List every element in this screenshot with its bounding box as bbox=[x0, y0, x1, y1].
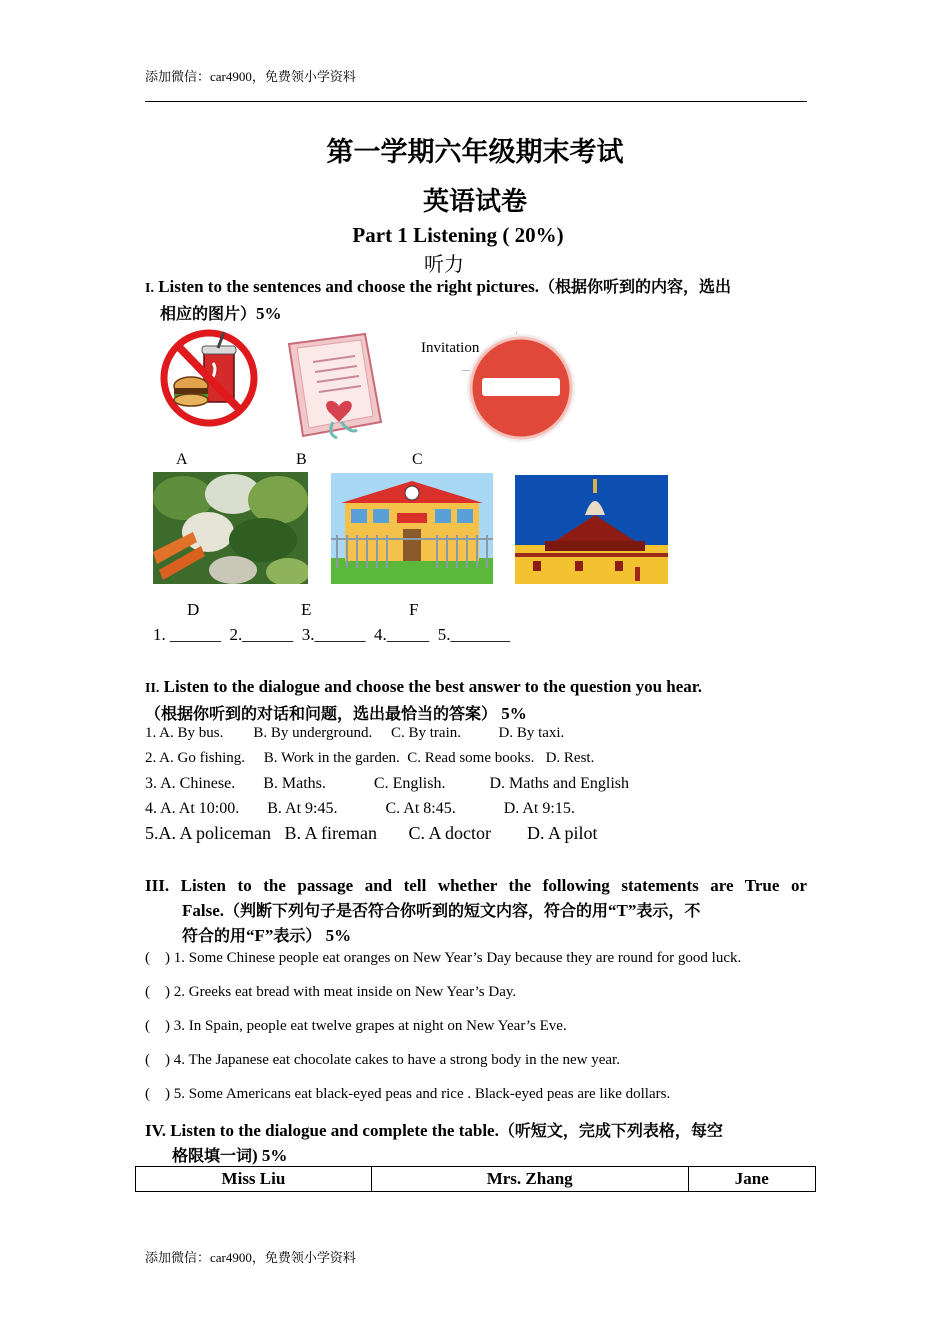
section1-answer-line: 1. ______ 2.______ 3.______ 4._____ 5._______ bbox=[153, 625, 510, 644]
exam-title: 第一学期六年级期末考试 bbox=[326, 137, 624, 168]
no-entry-sign-picture bbox=[462, 332, 580, 444]
section2-question-2: 2. A. Go fishing. B. Work in the garden. C. Read some books. D. Rest. bbox=[145, 750, 595, 766]
section2-question-5: 5.A. A policeman B. A fireman C. A doctor D. A pilot bbox=[145, 823, 598, 843]
section3-statement-3: ( ) 3. In Spain, people eat twelve grapes at night on New Year’s Eve. bbox=[145, 1018, 567, 1034]
section3-heading: III. Listen to the passage and tell whether the following statements are True or False.（判断下列句子是否符合你听到的短文内容，符合的用“T”表示，不 符合的用“F”表示） 5% bbox=[145, 876, 808, 945]
section4-heading: IV. Listen to the dialogue and complete the table.（听短文，完成下列表格，每空 格限填一词) 5% bbox=[145, 1121, 723, 1165]
section3-statement-2: ( ) 2. Greeks eat bread with meat inside on New Year’s Day. bbox=[145, 984, 517, 1000]
label-b: B bbox=[296, 451, 307, 468]
section3-statement-4: ( ) 4. The Japanese eat chocolate cakes to have a strong body in the new year. bbox=[145, 1052, 620, 1068]
header-rule bbox=[145, 101, 807, 102]
table-header-cell: Mrs. Zhang bbox=[371, 1167, 688, 1192]
vegetables-picture bbox=[153, 472, 308, 584]
no-fast-food-picture bbox=[158, 328, 260, 428]
section1-heading: I. Listen to the sentences and choose the right pictures.（根据你听到的内容，选出 相应的图片）5% bbox=[145, 277, 731, 323]
part1-title: Part 1 Listening ( 20%) bbox=[352, 223, 564, 247]
temple-picture bbox=[515, 475, 668, 584]
part1-subtitle: 听力 bbox=[424, 252, 464, 276]
section2-heading: II. Listen to the dialogue and choose the best answer to the question you hear. （根据你听到的对话和问题，选出最恰当的答案） 5% bbox=[145, 677, 703, 723]
exam-subtitle: 英语试卷 bbox=[422, 187, 527, 217]
label-c: C bbox=[412, 451, 423, 468]
section2-question-3: 3. A. Chinese. B. Maths. C. English. D. Maths and English bbox=[145, 775, 629, 792]
label-a: A bbox=[176, 451, 188, 468]
label-d: D bbox=[187, 600, 200, 619]
header-note: 添加微信：car4900，免费领小学资料 bbox=[145, 69, 356, 84]
section3-statement-1: ( ) 1. Some Chinese people eat oranges on New Year’s Day because they are round for good luck. bbox=[145, 950, 742, 966]
school-building-picture bbox=[331, 473, 493, 584]
section3-statement-5: ( ) 5. Some Americans eat black-eyed peas and rice . Black-eyed peas are like dollars. bbox=[145, 1086, 671, 1102]
table-header-cell: Jane bbox=[688, 1167, 815, 1192]
invitation-label: Invitation bbox=[421, 340, 480, 356]
table-header-row bbox=[136, 1167, 816, 1192]
section2-question-4: 4. A. At 10:00. B. At 9:45. C. At 8:45. D. At 9:15. bbox=[145, 800, 575, 817]
section2-question-1: 1. A. By bus. B. By underground. C. By train. D. By taxi. bbox=[145, 725, 565, 741]
invitation-card-picture bbox=[277, 330, 387, 442]
label-e: E bbox=[301, 600, 312, 619]
footer-note: 添加微信：car4900，免费领小学资料 bbox=[145, 1250, 356, 1265]
table-header-cell: Miss Liu bbox=[136, 1167, 372, 1192]
answer-table bbox=[135, 1166, 816, 1192]
label-f: F bbox=[409, 600, 419, 619]
